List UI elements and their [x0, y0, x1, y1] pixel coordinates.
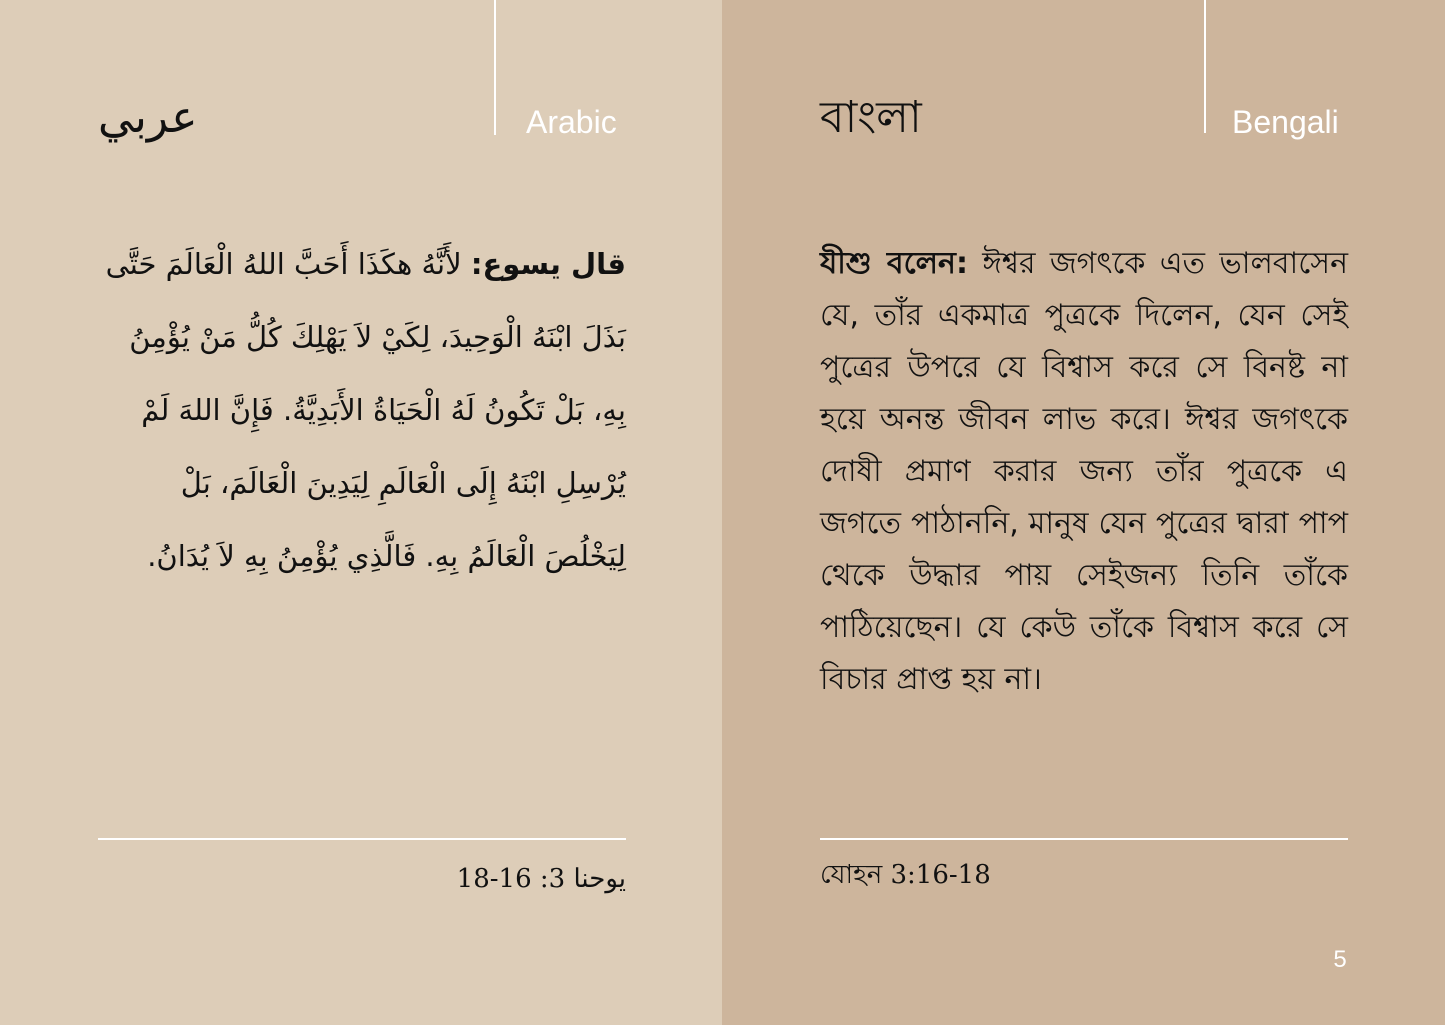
left-header-divider: [494, 0, 496, 135]
arabic-verse: [98, 228, 626, 593]
page-number: 5: [1333, 946, 1347, 973]
bengali-speaker: যীশু বলেন:: [820, 246, 968, 281]
arabic-native-title: عربي: [98, 92, 198, 143]
bengali-verse: [820, 238, 1348, 706]
right-header-divider: [1204, 0, 1206, 133]
right-footer-rule: [820, 838, 1348, 840]
arabic-verse-text: لأَنَّهُ هكَذَا أَحَبَّ اللهُ الْعَالَمَ حَتَّى بَذَلَ ابْنَهُ الْوَحِيدَ، لِكَيْ لاَ يَهْلِكَ كُلُّ مَنْ يُؤْمِنُ بِهِ، بَلْ تَكُونُ لَهُ الْحَيَاةُ الأَبَدِيَّةُ. فَإِنَّ اللهَ لَمْ يُرْسِلِ ابْنَهُ إِلَى الْعَالَمِ لِيَدِينَ الْعَالَمَ، بَلْ لِيَخْلُصَ الْعَالَمُ بِهِ. فَالَّذِي يُؤْمِنُ بِهِ لاَ يُدَانُ.: [105, 247, 626, 573]
bengali-native-title: বাংলা: [820, 92, 922, 143]
arabic-english-label: Arabic: [526, 104, 617, 140]
bengali-verse-text: ঈশ্বর জগৎকে এত ভালবাসেন যে, তাঁর একমাত্র পুত্রকে দিলেন, যেন সেই পুত্রের উপরে যে বিশ্বাস করে সে বিনষ্ট না হয়ে অনন্ত জীবন লাভ করে। ঈশ্বর জগৎকে দোষী প্রমাণ করার জন্য তাঁর পুত্রকে এ জগতে পাঠাননি, মানুষ যেন পুত্রের দ্বারা পাপ থেকে উদ্ধার পায় সেইজন্য তিনি তাঁকে পাঠিয়েছেন। যে কেউ তাঁকে বিশ্বাস করে সে বিচার প্রাপ্ত হয় না।: [820, 246, 1348, 697]
arabic-reference: يوحنا 3: 16-18: [456, 864, 626, 894]
bengali-reference: যোহন 3:16-18: [820, 860, 991, 890]
arabic-speaker: قال يسوع:: [470, 247, 626, 281]
left-footer-rule: [98, 838, 626, 840]
bengali-english-label: Bengali: [1232, 104, 1339, 140]
